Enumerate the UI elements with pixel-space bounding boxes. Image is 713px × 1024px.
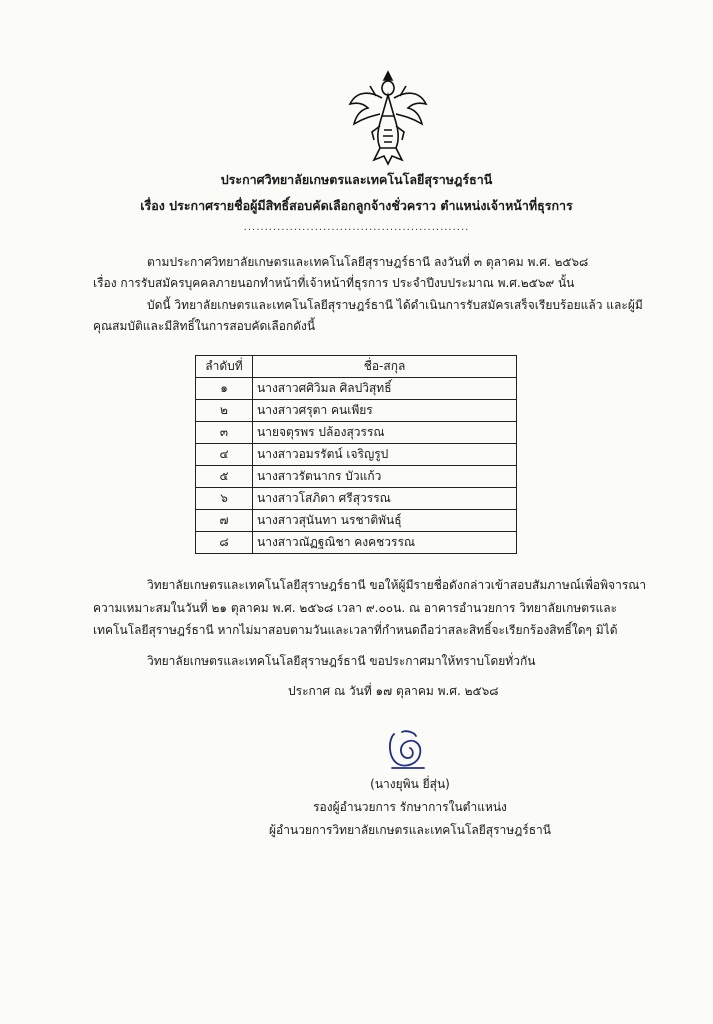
row-number: ๘ — [196, 532, 253, 554]
handwritten-signature — [384, 728, 430, 772]
table-row — [196, 422, 517, 444]
row-number: ๑ — [196, 378, 253, 400]
paragraph-3-line-3: เทคโนโลยีสุราษฎร์ธานี หากไม่มาสอบตามวันและเวลาที่กำหนดถือว่าสละสิทธิ์จะเรียกร้องสิทธิ์ใดๆ มิได้ — [93, 623, 618, 637]
candidate-name: นางสาวอมรรัตน์ เจริญรูป — [253, 444, 517, 466]
table-row — [196, 444, 517, 466]
paragraph-3-line-1: วิทยาลัยเกษตรและเทคโนโลยีสุราษฎร์ธานี ขอให้ผู้มีรายชื่อดังกล่าวเข้าสอบสัมภาษณ์เพื่อพิจารณา — [147, 578, 647, 592]
candidate-name: นายจตุรพร ปล้องสุวรรณ — [253, 422, 517, 444]
paragraph-2-line-2: คุณสมบัติและมีสิทธิ์ในการสอบคัดเลือกดังนี้ — [93, 319, 316, 333]
row-number: ๕ — [196, 466, 253, 488]
row-number: ๓ — [196, 422, 253, 444]
announcement-subject: เรื่อง ประกาศรายชื่อผู้มีสิทธิ์สอบคัดเลือกลูกจ้างชั่วคราว ตำแหน่งเจ้าหน้าที่ธุรการ — [140, 198, 573, 213]
signatory-position-full: ผู้อำนวยการวิทยาลัยเกษตรและเทคโนโลยีสุราษฎร์ธานี — [269, 823, 551, 837]
row-number: ๔ — [196, 444, 253, 466]
table-row — [196, 400, 517, 422]
signatory-position: รองผู้อำนวยการ รักษาการในตำแหน่ง — [313, 800, 507, 814]
table-header-row — [196, 356, 517, 378]
column-header-name: ชื่อ-สกุล — [253, 356, 517, 378]
announcement-title: ประกาศวิทยาลัยเกษตรและเทคโนโลยีสุราษฎร์ธานี — [220, 172, 493, 187]
signatory-name: (นางยุพิน ยี่สุ่น) — [370, 777, 450, 791]
candidate-name: นางสาวศรุตา คนเพียร — [253, 400, 517, 422]
candidate-table — [195, 355, 517, 554]
candidate-name: นางสาวรัตนากร บัวแก้ว — [253, 466, 517, 488]
paragraph-1-line-1: ตามประกาศวิทยาลัยเกษตรและเทคโนโลยีสุราษฎร์ธานี ลงวันที่ ๓ ตุลาคม พ.ศ. ๒๕๖๘ — [147, 255, 589, 269]
candidate-name: นางสาวณัฏฐณิชา คงคชวรรณ — [253, 532, 517, 554]
row-number: ๗ — [196, 510, 253, 532]
candidate-name: นางสาวสุนันทา นรชาติพันธุ์ — [253, 510, 517, 532]
column-header-order: ลำดับที่ — [196, 356, 253, 378]
paragraph-2-line-1: บัดนี้ วิทยาลัยเกษตรและเทคโนโลยีสุราษฎร์ธานี ได้ดำเนินการรับสมัครเสร็จเรียบร้อยแล้ว และผู้มี — [147, 298, 643, 312]
divider-dots: ...................................................... — [243, 222, 470, 233]
table-row — [196, 532, 517, 554]
paragraph-4-line-1: วิทยาลัยเกษตรและเทคโนโลยีสุราษฎร์ธานี ขอประกาศมาให้ทราบโดยทั่วกัน — [147, 654, 536, 668]
table-row — [196, 488, 517, 510]
paragraph-3-line-2: ความเหมาะสมในวันที่ ๒๑ ตุลาคม พ.ศ. ๒๕๖๘ เวลา ๙.๐๐น. ณ อาคารอำนวยการ วิทยาลัยเกษตรและ — [93, 601, 618, 615]
table-row — [196, 466, 517, 488]
candidate-name: นางสาวศศิวิมล ศิลปวิสุทธิ์ — [253, 378, 517, 400]
row-number: ๖ — [196, 488, 253, 510]
candidate-name: นางสาวโสภิดา ศรีสุวรรณ — [253, 488, 517, 510]
paragraph-1-line-2: เรื่อง การรับสมัครบุคคลภายนอกทำหน้าที่เจ้าหน้าที่ธุรการ ประจำปีงบประมาณ พ.ศ.๒๕๖๙ นั้น — [93, 276, 575, 290]
garuda-emblem — [346, 68, 430, 168]
table-row — [196, 510, 517, 532]
row-number: ๒ — [196, 400, 253, 422]
table-row — [196, 378, 517, 400]
announcement-date: ประกาศ ณ วันที่ ๑๗ ตุลาคม พ.ศ. ๒๕๖๘ — [288, 684, 499, 698]
